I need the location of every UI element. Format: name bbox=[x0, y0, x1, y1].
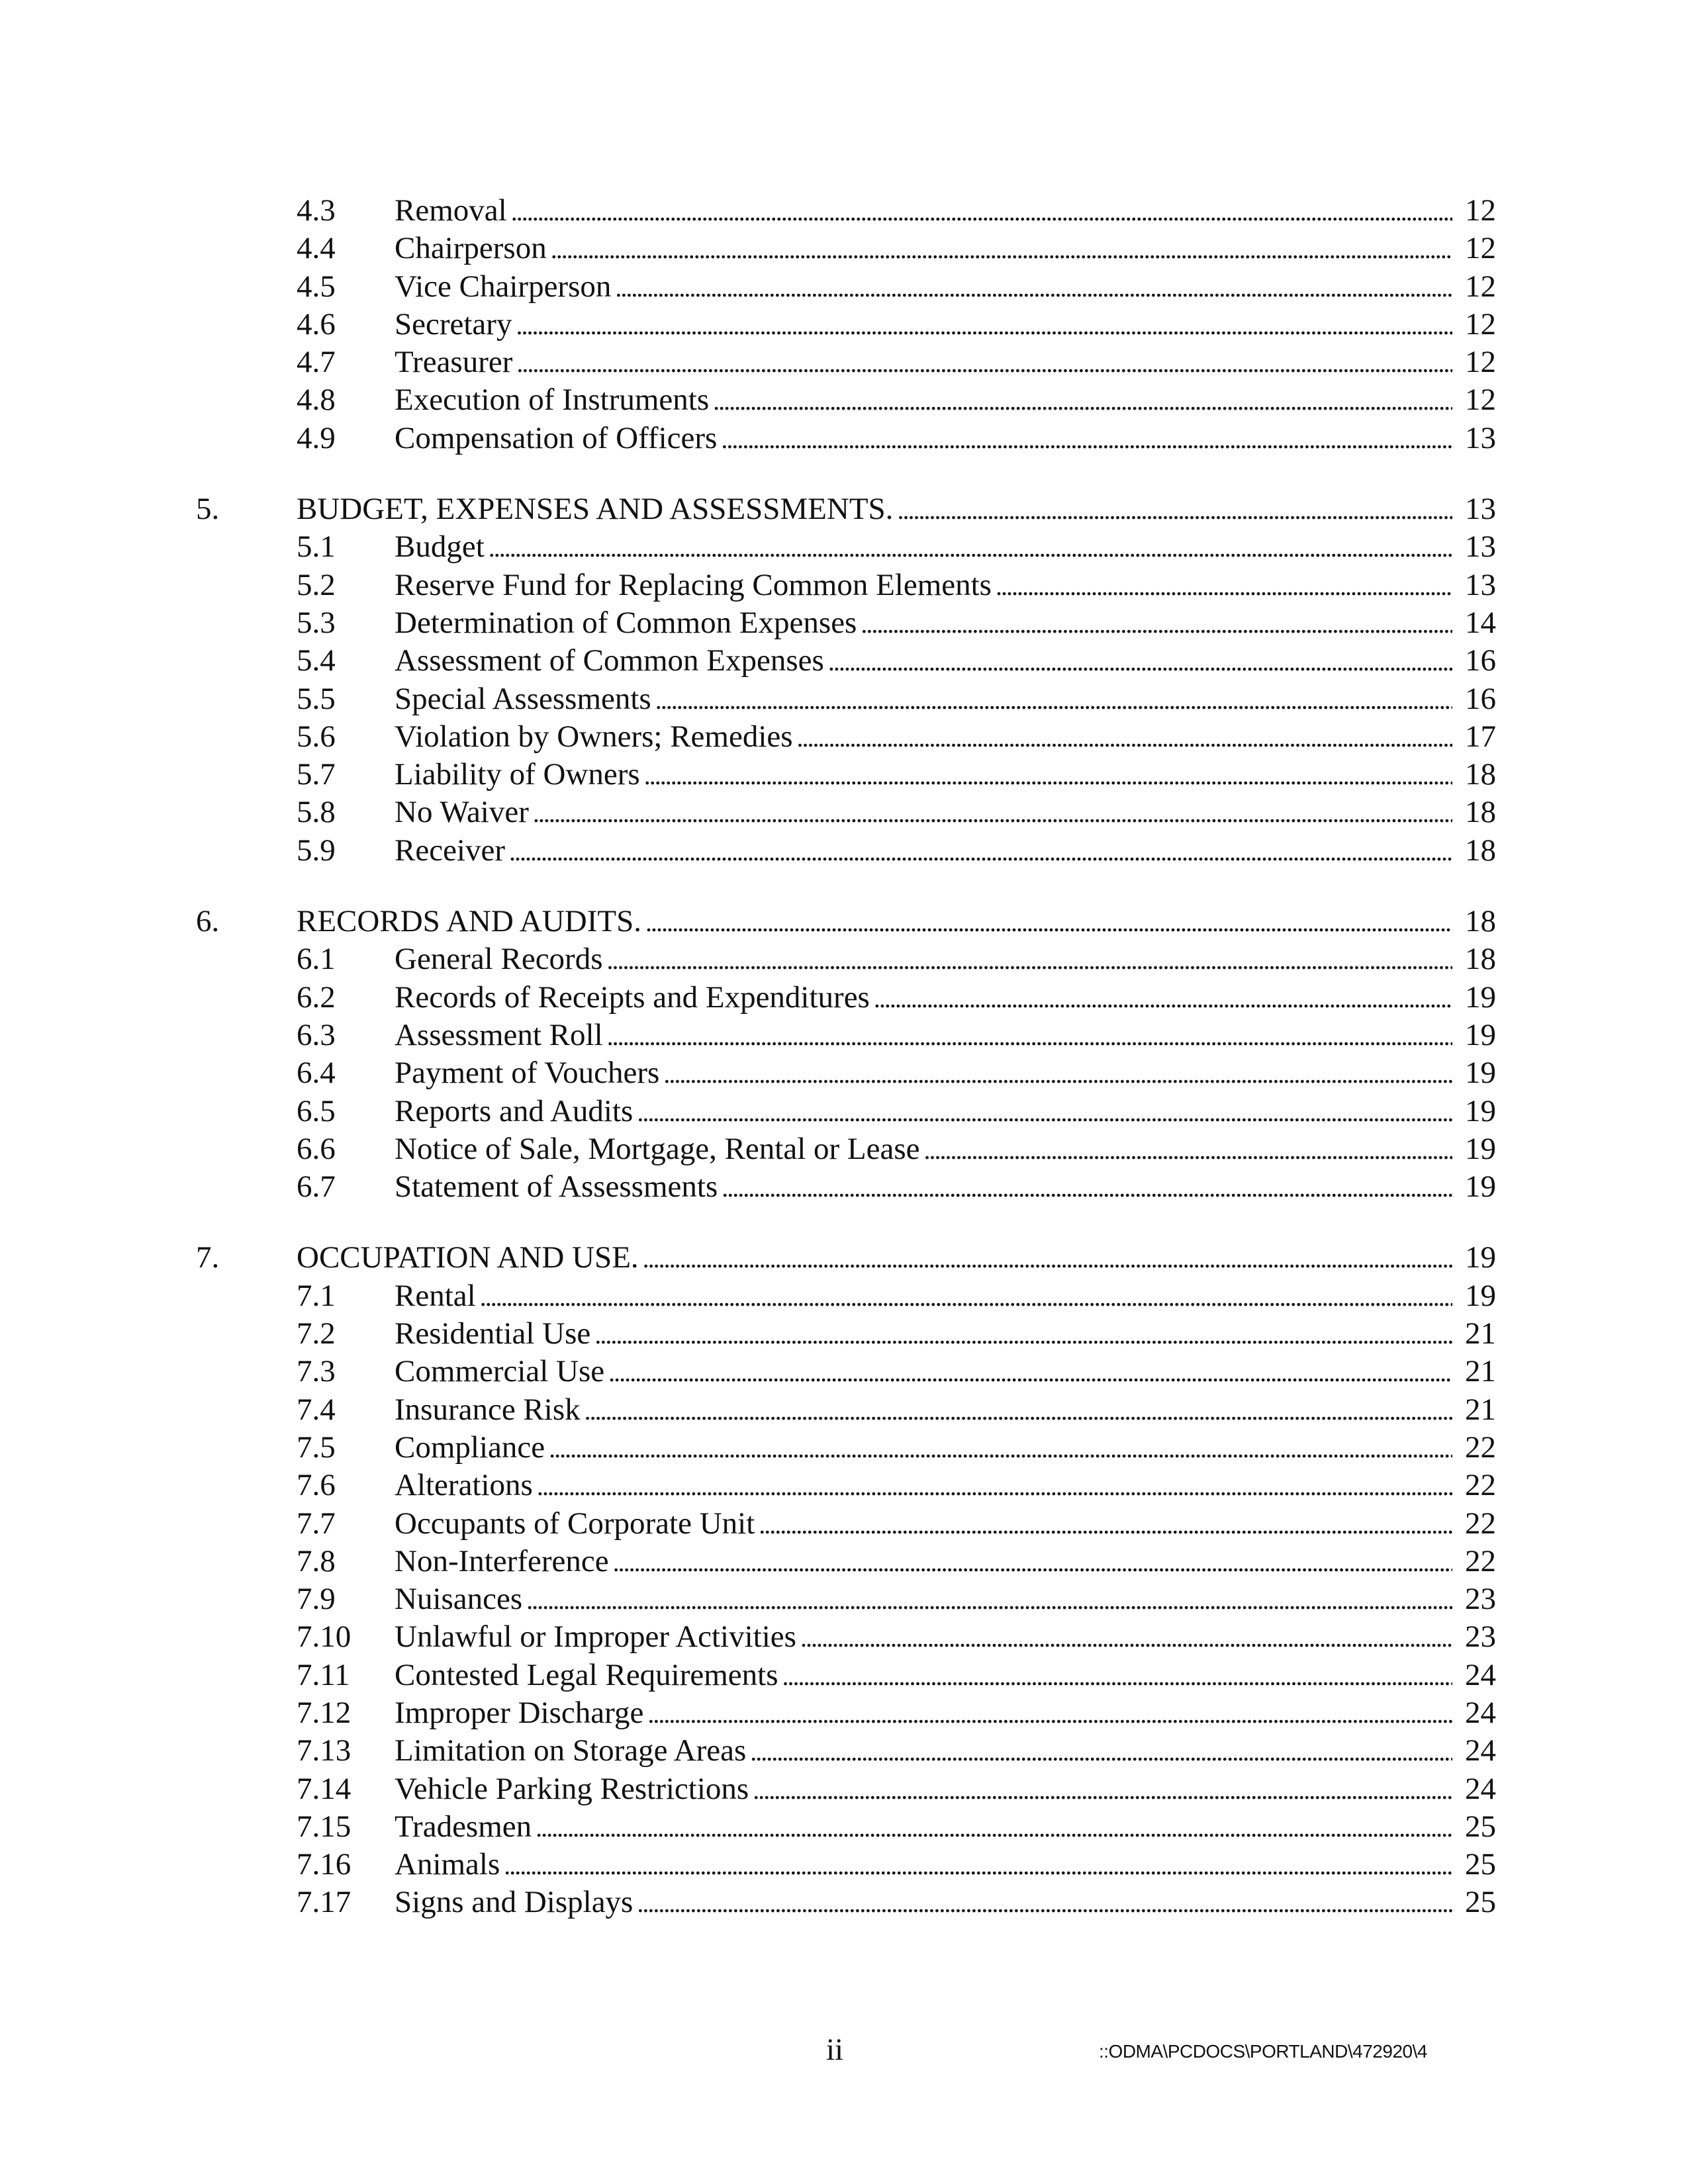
dot-leader bbox=[533, 794, 1452, 832]
toc-entry-page: 17 bbox=[1465, 719, 1496, 754]
dot-leader bbox=[537, 1467, 1452, 1505]
toc-entry-line bbox=[395, 1694, 1496, 1733]
toc-entry-title: Assessment of Common Expenses bbox=[395, 643, 824, 678]
toc-entry-line bbox=[395, 1093, 1496, 1131]
toc-section-number: 5. bbox=[196, 492, 220, 527]
toc-entry bbox=[0, 567, 1688, 604]
toc-entry-page: 18 bbox=[1465, 942, 1496, 977]
toc-section-page: 13 bbox=[1465, 492, 1496, 527]
toc-entry-title: Rental bbox=[395, 1278, 476, 1313]
toc-entry-title: Records of Receipts and Expenditures bbox=[395, 979, 870, 1015]
toc-entry-page: 12 bbox=[1465, 345, 1496, 380]
toc-entry-line bbox=[395, 1770, 1496, 1809]
toc-entry-page: 22 bbox=[1465, 1506, 1496, 1541]
toc-entry bbox=[0, 718, 1688, 756]
toc-entry-page: 12 bbox=[1465, 231, 1496, 266]
toc-entry-title: Commercial Use bbox=[395, 1354, 605, 1389]
toc-entry-title: Vehicle Parking Restrictions bbox=[395, 1771, 749, 1806]
toc-section bbox=[0, 192, 1688, 457]
toc-entry-number: 7.11 bbox=[297, 1657, 350, 1692]
toc-entry-number: 7.16 bbox=[297, 1847, 352, 1882]
toc-entry-title: Special Assessments bbox=[395, 681, 651, 716]
dot-leader bbox=[637, 1093, 1452, 1131]
toc-entry-page: 24 bbox=[1465, 1771, 1496, 1806]
toc-entry-title: General Records bbox=[395, 942, 603, 977]
toc-entry bbox=[0, 1580, 1688, 1618]
toc-entry-page: 25 bbox=[1465, 1809, 1496, 1844]
toc-entry bbox=[0, 979, 1688, 1017]
toc-entry-line bbox=[395, 381, 1496, 420]
toc-section-title: RECORDS AND AUDITS. bbox=[297, 904, 641, 939]
toc-entry bbox=[0, 1618, 1688, 1656]
toc-section bbox=[0, 490, 1688, 870]
toc-entry-page: 23 bbox=[1465, 1582, 1496, 1617]
dot-leader bbox=[551, 230, 1452, 268]
toc-entry-number: 6.2 bbox=[297, 979, 336, 1015]
toc-entry-page: 16 bbox=[1465, 681, 1496, 716]
toc-entry-line bbox=[395, 1353, 1496, 1391]
toc-entry-number: 7.8 bbox=[297, 1543, 336, 1578]
toc-entry-page: 13 bbox=[1465, 567, 1496, 602]
toc-entry-title: Animals bbox=[395, 1847, 500, 1882]
toc-entry-line bbox=[395, 1732, 1496, 1770]
dot-leader bbox=[526, 1581, 1452, 1619]
dot-leader bbox=[615, 269, 1452, 306]
toc-entry bbox=[0, 794, 1688, 831]
dot-leader bbox=[607, 1017, 1452, 1055]
dot-leader bbox=[643, 1240, 1452, 1277]
dot-leader bbox=[504, 1846, 1452, 1884]
dot-leader bbox=[874, 979, 1452, 1017]
dot-leader bbox=[897, 491, 1452, 529]
toc-entry-title: Reports and Audits bbox=[395, 1093, 633, 1128]
toc-entry-line bbox=[395, 1315, 1496, 1353]
dot-leader bbox=[613, 1543, 1452, 1581]
toc-entry-line bbox=[395, 1618, 1496, 1657]
toc-entry-page: 18 bbox=[1465, 795, 1496, 830]
dot-leader bbox=[753, 1771, 1452, 1809]
toc-entry-page: 19 bbox=[1465, 1278, 1496, 1313]
dot-leader bbox=[713, 382, 1452, 420]
toc-entry-line bbox=[297, 490, 1496, 529]
toc-entry-page: 12 bbox=[1465, 269, 1496, 304]
toc-entry-number: 5.4 bbox=[297, 643, 336, 678]
toc-entry-page: 19 bbox=[1465, 1093, 1496, 1128]
dot-leader bbox=[861, 605, 1452, 643]
toc-entry-page: 24 bbox=[1465, 1657, 1496, 1692]
toc-entry bbox=[0, 1017, 1688, 1054]
toc-section-page: 19 bbox=[1465, 1240, 1496, 1275]
toc-entry-title: Tradesmen bbox=[395, 1809, 532, 1844]
toc-entry-line bbox=[395, 940, 1496, 979]
dot-leader bbox=[516, 306, 1452, 344]
toc-entry-number: 7.5 bbox=[297, 1430, 336, 1465]
toc-entry-title: Payment of Vouchers bbox=[395, 1056, 660, 1091]
toc-entry bbox=[0, 940, 1688, 978]
toc-entry-line bbox=[395, 1017, 1496, 1055]
toc-entry-number: 6.4 bbox=[297, 1056, 336, 1091]
toc-entry-line bbox=[297, 1239, 1496, 1277]
toc-entry-page: 21 bbox=[1465, 1354, 1496, 1389]
toc-entry-page: 19 bbox=[1465, 1017, 1496, 1052]
dot-leader bbox=[489, 529, 1452, 567]
toc-entry-title: Alterations bbox=[395, 1468, 533, 1503]
toc-entry-title: Compliance bbox=[395, 1430, 545, 1465]
toc-entry-number: 5.5 bbox=[297, 681, 336, 716]
toc-entry bbox=[0, 306, 1688, 343]
toc-entry bbox=[0, 1770, 1688, 1808]
toc-section-heading bbox=[0, 903, 1688, 940]
toc-entry-title: Statement of Assessments bbox=[395, 1169, 718, 1205]
dot-leader bbox=[663, 1055, 1452, 1093]
toc-section-title: OCCUPATION AND USE. bbox=[297, 1240, 639, 1275]
toc-entry-title: Contested Legal Requirements bbox=[395, 1657, 778, 1692]
toc-entry-page: 12 bbox=[1465, 306, 1496, 341]
toc-entry-number: 5.1 bbox=[297, 529, 336, 565]
toc-entry-line bbox=[395, 1884, 1496, 1922]
toc-entry-line bbox=[395, 420, 1496, 458]
toc-entry bbox=[0, 1130, 1688, 1168]
toc-entry bbox=[0, 1093, 1688, 1130]
toc-entry-line bbox=[395, 718, 1496, 756]
toc-entry-page: 22 bbox=[1465, 1543, 1496, 1578]
toc-entry-number: 7.7 bbox=[297, 1506, 336, 1541]
toc-entry bbox=[0, 680, 1688, 718]
toc-entry-title: Execution of Instruments bbox=[395, 383, 710, 418]
toc-entry-line bbox=[395, 1168, 1496, 1206]
table-of-contents bbox=[0, 192, 1688, 1955]
toc-entry-page: 19 bbox=[1465, 979, 1496, 1015]
toc-entry-page: 22 bbox=[1465, 1430, 1496, 1465]
dot-leader bbox=[585, 1392, 1452, 1430]
toc-entry-number: 7.6 bbox=[297, 1468, 336, 1503]
toc-entry-title: Chairperson bbox=[395, 231, 547, 266]
dot-leader bbox=[996, 567, 1452, 605]
toc-entry-number: 6.7 bbox=[297, 1169, 336, 1205]
toc-entry-number: 6.6 bbox=[297, 1131, 336, 1166]
dot-leader bbox=[511, 193, 1452, 230]
toc-entry-number: 7.14 bbox=[297, 1771, 352, 1806]
toc-entry-number: 4.7 bbox=[297, 345, 336, 380]
toc-entry-page: 24 bbox=[1465, 1695, 1496, 1730]
toc-entry-line bbox=[395, 230, 1496, 268]
dot-leader bbox=[644, 756, 1452, 794]
toc-entry-title: Unlawful or Improper Activities bbox=[395, 1619, 796, 1655]
toc-entry bbox=[0, 343, 1688, 381]
toc-entry bbox=[0, 604, 1688, 642]
toc-entry-page: 13 bbox=[1465, 529, 1496, 565]
toc-section-number: 7. bbox=[196, 1240, 220, 1275]
toc-entry bbox=[0, 1429, 1688, 1467]
toc-entry-line bbox=[395, 1505, 1496, 1543]
toc-entry-title: Receiver bbox=[395, 833, 506, 868]
toc-entry-page: 21 bbox=[1465, 1316, 1496, 1351]
toc-section-heading bbox=[0, 490, 1688, 528]
toc-entry bbox=[0, 1808, 1688, 1846]
toc-entry-line bbox=[395, 756, 1496, 794]
toc-entry-number: 7.15 bbox=[297, 1809, 352, 1844]
toc-entry-number: 4.9 bbox=[297, 420, 336, 455]
toc-entry-title: Improper Discharge bbox=[395, 1695, 644, 1730]
toc-entry-line bbox=[395, 1657, 1496, 1695]
toc-entry bbox=[0, 1884, 1688, 1921]
dot-leader bbox=[480, 1278, 1452, 1316]
toc-entry bbox=[0, 642, 1688, 680]
toc-entry-page: 12 bbox=[1465, 193, 1496, 228]
toc-entry-line bbox=[395, 306, 1496, 344]
toc-section-page: 18 bbox=[1465, 904, 1496, 939]
toc-entry bbox=[0, 192, 1688, 230]
toc-entry-page: 14 bbox=[1465, 605, 1496, 640]
toc-entry-title: Secretary bbox=[395, 306, 512, 341]
toc-entry-number: 6.1 bbox=[297, 942, 336, 977]
dot-leader bbox=[645, 903, 1452, 941]
toc-entry bbox=[0, 1168, 1688, 1206]
toc-entry bbox=[0, 1505, 1688, 1543]
toc-entry-line bbox=[395, 1054, 1496, 1093]
toc-entry-number: 5.9 bbox=[297, 833, 336, 868]
dot-leader bbox=[828, 643, 1452, 680]
toc-section-title: BUDGET, EXPENSES AND ASSESSMENTS. bbox=[297, 492, 894, 527]
toc-entry-number: 7.3 bbox=[297, 1354, 336, 1389]
toc-entry bbox=[0, 832, 1688, 870]
toc-entry bbox=[0, 1694, 1688, 1732]
toc-entry-number: 5.7 bbox=[297, 757, 336, 792]
toc-entry-line bbox=[395, 1429, 1496, 1467]
toc-entry bbox=[0, 1467, 1688, 1504]
toc-entry-page: 16 bbox=[1465, 643, 1496, 678]
dot-leader bbox=[797, 719, 1452, 756]
toc-entry-title: Insurance Risk bbox=[395, 1392, 581, 1427]
dot-leader bbox=[549, 1430, 1452, 1467]
toc-entry-line bbox=[395, 1846, 1496, 1884]
toc-entry-title: Assessment Roll bbox=[395, 1017, 603, 1052]
toc-entry-line bbox=[395, 1277, 1496, 1316]
toc-entry bbox=[0, 1543, 1688, 1580]
dot-leader bbox=[594, 1316, 1452, 1353]
toc-entry-number: 4.6 bbox=[297, 306, 336, 341]
toc-entry-page: 23 bbox=[1465, 1619, 1496, 1655]
document-id: ::ODMA\PCDOCS\PORTLAND\472920\4 bbox=[1099, 2041, 1427, 2062]
toc-entry-number: 7.9 bbox=[297, 1582, 336, 1617]
toc-entry-line bbox=[395, 192, 1496, 230]
toc-entry-number: 6.3 bbox=[297, 1017, 336, 1052]
toc-entry-title: Notice of Sale, Mortgage, Rental or Lease bbox=[395, 1131, 920, 1166]
toc-entry-number: 6.5 bbox=[297, 1093, 336, 1128]
toc-entry-title: Residential Use bbox=[395, 1316, 591, 1351]
toc-section bbox=[0, 903, 1688, 1206]
toc-entry-title: Signs and Displays bbox=[395, 1885, 633, 1920]
toc-entry bbox=[0, 1732, 1688, 1770]
toc-entry-number: 7.2 bbox=[297, 1316, 336, 1351]
toc-entry bbox=[0, 381, 1688, 419]
toc-entry-number: 4.5 bbox=[297, 269, 336, 304]
toc-entry-number: 7.17 bbox=[297, 1885, 352, 1920]
toc-entry-line bbox=[395, 1580, 1496, 1619]
toc-entry-page: 25 bbox=[1465, 1885, 1496, 1920]
toc-entry-title: Removal bbox=[395, 193, 507, 228]
toc-entry-page: 12 bbox=[1465, 383, 1496, 418]
toc-entry-line bbox=[395, 1391, 1496, 1430]
toc-entry-page: 19 bbox=[1465, 1056, 1496, 1091]
toc-entry-line bbox=[395, 832, 1496, 870]
toc-entry-title: Nuisances bbox=[395, 1582, 523, 1617]
toc-entry-number: 7.13 bbox=[297, 1733, 352, 1768]
dot-leader bbox=[782, 1657, 1452, 1695]
page-footer bbox=[0, 2032, 1688, 2071]
toc-entry-page: 18 bbox=[1465, 757, 1496, 792]
toc-entry-page: 22 bbox=[1465, 1468, 1496, 1503]
toc-entry bbox=[0, 1315, 1688, 1353]
toc-entry bbox=[0, 268, 1688, 306]
toc-entry bbox=[0, 1846, 1688, 1884]
toc-entry-line bbox=[395, 604, 1496, 643]
toc-section-heading bbox=[0, 1239, 1688, 1277]
toc-entry-page: 25 bbox=[1465, 1847, 1496, 1882]
toc-entry-title: Vice Chairperson bbox=[395, 269, 612, 304]
dot-leader bbox=[655, 681, 1452, 719]
toc-entry-number: 5.3 bbox=[297, 605, 336, 640]
toc-entry-line bbox=[395, 343, 1496, 382]
toc-entry-title: Reserve Fund for Replacing Common Elements bbox=[395, 567, 992, 602]
toc-entry-page: 24 bbox=[1465, 1733, 1496, 1768]
toc-entry-line bbox=[395, 268, 1496, 306]
toc-entry bbox=[0, 420, 1688, 457]
toc-entry-line bbox=[297, 903, 1496, 941]
dot-leader bbox=[759, 1506, 1452, 1543]
toc-entry-number: 4.8 bbox=[297, 383, 336, 418]
dot-leader bbox=[750, 1733, 1452, 1770]
toc-entry-number: 7.12 bbox=[297, 1695, 352, 1730]
toc-entry bbox=[0, 230, 1688, 267]
toc-entry-number: 5.2 bbox=[297, 567, 336, 602]
toc-section-number: 6. bbox=[196, 904, 220, 939]
toc-entry-number: 4.4 bbox=[297, 231, 336, 266]
dot-leader bbox=[722, 1169, 1452, 1206]
toc-entry-number: 4.3 bbox=[297, 193, 336, 228]
toc-entry-number: 7.1 bbox=[297, 1278, 336, 1313]
toc-entry-page: 13 bbox=[1465, 420, 1496, 455]
toc-entry-line bbox=[395, 979, 1496, 1017]
dot-leader bbox=[509, 833, 1452, 870]
toc-entry-number: 5.8 bbox=[297, 795, 336, 830]
toc-entry-number: 7.10 bbox=[297, 1619, 352, 1655]
toc-entry bbox=[0, 1353, 1688, 1390]
toc-entry bbox=[0, 1054, 1688, 1092]
dot-leader bbox=[607, 941, 1453, 979]
toc-entry-number: 5.6 bbox=[297, 719, 336, 754]
dot-leader bbox=[608, 1353, 1452, 1391]
dot-leader bbox=[637, 1884, 1452, 1922]
toc-entry bbox=[0, 756, 1688, 794]
dot-leader bbox=[924, 1131, 1453, 1169]
toc-entry-number: 7.4 bbox=[297, 1392, 336, 1427]
toc-entry-title: Treasurer bbox=[395, 345, 513, 380]
toc-entry-page: 19 bbox=[1465, 1131, 1496, 1166]
toc-entry-line bbox=[395, 1467, 1496, 1505]
toc-entry-title: Determination of Common Expenses bbox=[395, 605, 857, 640]
dot-leader bbox=[536, 1809, 1452, 1846]
toc-entry-page: 19 bbox=[1465, 1169, 1496, 1205]
toc-entry-title: Occupants of Corporate Unit bbox=[395, 1506, 755, 1541]
dot-leader bbox=[800, 1619, 1452, 1657]
toc-entry-title: Budget bbox=[395, 529, 485, 565]
toc-entry bbox=[0, 1391, 1688, 1429]
toc-entry-line bbox=[395, 1808, 1496, 1846]
toc-entry-line bbox=[395, 567, 1496, 605]
toc-entry-line bbox=[395, 528, 1496, 567]
toc-entry-line bbox=[395, 1543, 1496, 1581]
toc-entry-title: Non-Interference bbox=[395, 1543, 609, 1578]
toc-entry bbox=[0, 528, 1688, 566]
dot-leader bbox=[516, 344, 1452, 382]
toc-entry-title: Violation by Owners; Remedies bbox=[395, 719, 793, 754]
toc-entry-line bbox=[395, 1130, 1496, 1169]
toc-entry bbox=[0, 1277, 1688, 1315]
toc-entry-title: No Waiver bbox=[395, 795, 529, 830]
toc-entry-title: Liability of Owners bbox=[395, 757, 640, 792]
toc-entry-title: Limitation on Storage Areas bbox=[395, 1733, 747, 1768]
toc-entry-page: 21 bbox=[1465, 1392, 1496, 1427]
toc-section bbox=[0, 1239, 1688, 1921]
dot-leader bbox=[647, 1695, 1452, 1733]
toc-entry-line bbox=[395, 642, 1496, 680]
page-number: ii bbox=[826, 2032, 844, 2067]
toc-entry bbox=[0, 1657, 1688, 1694]
toc-entry-line bbox=[395, 794, 1496, 832]
toc-entry-page: 18 bbox=[1465, 833, 1496, 868]
toc-entry-line bbox=[395, 680, 1496, 719]
dot-leader bbox=[721, 420, 1452, 458]
toc-entry-title: Compensation of Officers bbox=[395, 420, 718, 455]
